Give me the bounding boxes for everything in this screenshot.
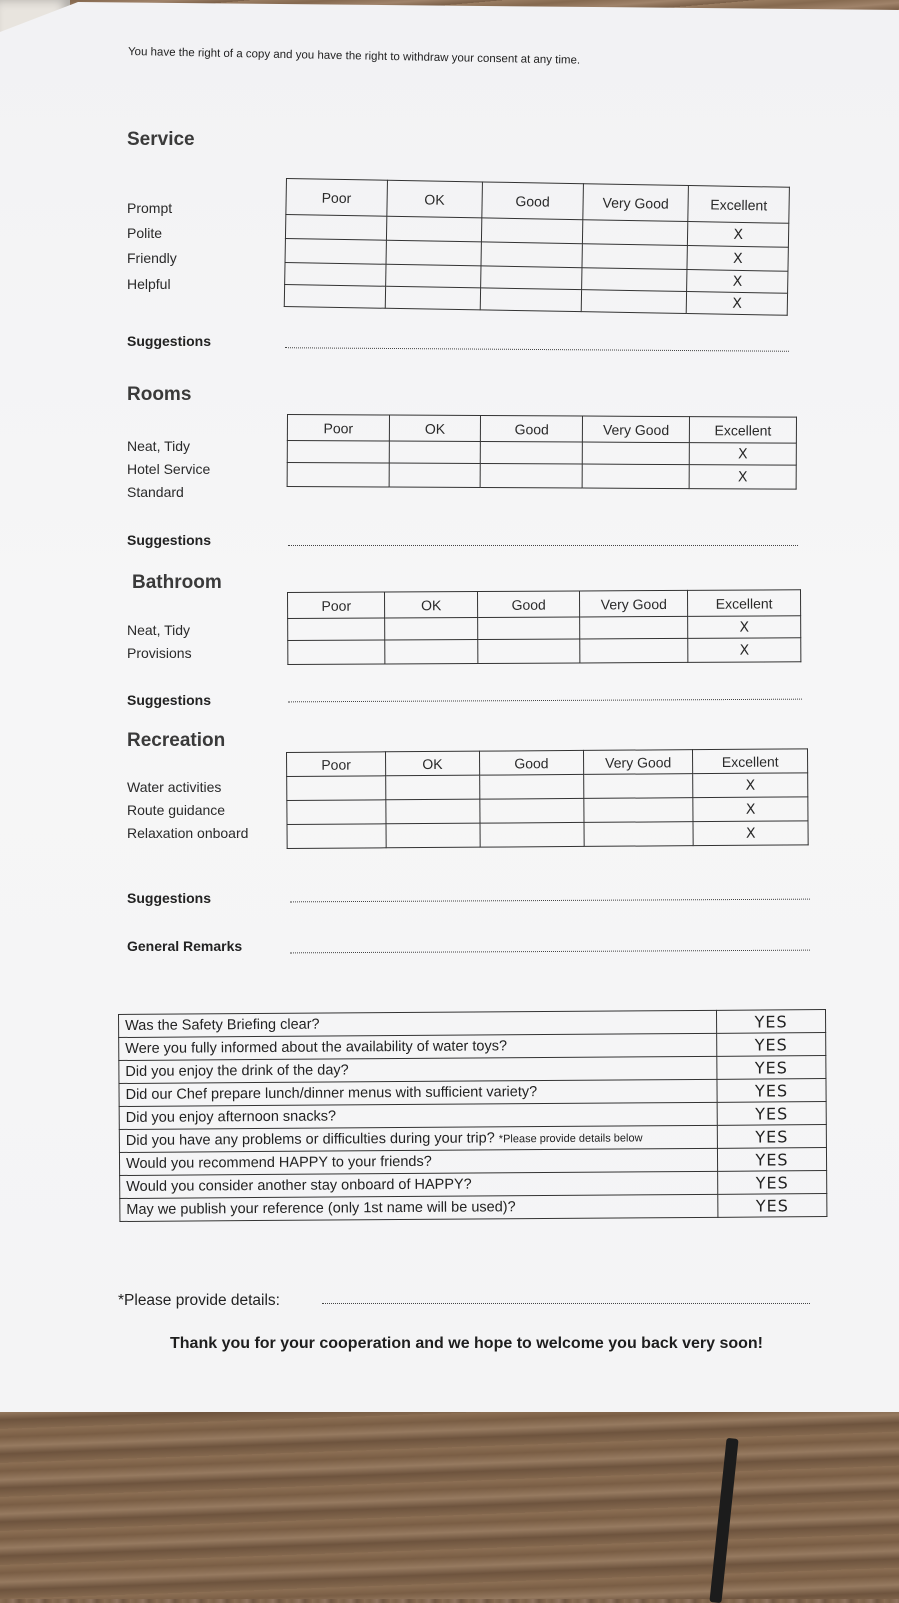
col-excellent: Excellent [688, 590, 801, 617]
thanks-message: Thank you for your cooperation and we hope to welcome you back very soon! [170, 1335, 763, 1352]
rating-mark: X [689, 443, 796, 466]
answer-yes: YES [717, 1102, 826, 1126]
rooms-row-2 [287, 463, 796, 490]
bathroom-rating-table [287, 589, 801, 665]
answer-yes: YES [716, 1010, 825, 1034]
question-text: Did you enjoy afternoon snacks? [119, 1102, 717, 1129]
col-good: Good [477, 591, 580, 618]
consent-note: You have the right of a copy and you have the right to withdraw your consent at any time. [127, 46, 581, 67]
question-text: Did our Chef prepare lunch/dinner menus with sufficient variety? [119, 1079, 717, 1106]
col-good: Good [481, 416, 583, 443]
recreation-suggestions-label: Suggestions [127, 890, 212, 906]
rooms-suggestions-label: Suggestions [127, 532, 212, 548]
col-poor: Poor [287, 415, 389, 442]
col-ok: OK [386, 180, 482, 218]
recreation-item-route: Route guidance [127, 802, 226, 818]
service-title: Service [127, 129, 195, 150]
details-label: *Please provide details: [118, 1292, 280, 1309]
answer-yes: YES [717, 1033, 826, 1057]
col-poor: Poor [286, 179, 387, 217]
details-line [322, 1303, 810, 1304]
service-suggestions-label: Suggestions [127, 333, 212, 349]
question-note: *Please provide details below [498, 1132, 643, 1146]
question-text: Were you fully informed about the availability of water toys? [119, 1033, 717, 1060]
rooms-title: Rooms [127, 384, 192, 405]
rating-mark: X [693, 797, 808, 822]
col-very-good: Very Good [583, 416, 690, 443]
recreation-title: Recreation [127, 730, 226, 751]
service-item-prompt: Prompt [127, 200, 173, 216]
question-text: Did you enjoy the drink of the day? [119, 1056, 717, 1083]
rating-mark: X [688, 638, 801, 663]
bathroom-item-provisions: Provisions [127, 645, 192, 661]
general-remarks-label: General Remarks [127, 938, 243, 954]
bathroom-item-neat: Neat, Tidy [127, 622, 191, 638]
rooms-rating-table [287, 414, 797, 490]
answer-yes: YES [717, 1125, 826, 1149]
question-text: Was the Safety Briefing clear? [119, 1010, 717, 1037]
bathroom-row-1 [288, 616, 801, 641]
bathroom-row-2 [288, 638, 801, 665]
recreation-rating-table [286, 748, 809, 849]
questions-table [118, 1009, 827, 1222]
rooms-item-hotel-service: Hotel Service [127, 461, 211, 477]
answer-yes: YES [717, 1079, 826, 1103]
col-excellent: Excellent [689, 417, 796, 444]
col-excellent: Excellent [688, 186, 789, 224]
rating-mark: X [688, 616, 801, 639]
rating-mark: X [687, 270, 788, 294]
bathroom-suggestions-label: Suggestions [127, 692, 212, 708]
recreation-row-3 [287, 821, 808, 849]
col-very-good: Very Good [583, 184, 689, 222]
answer-yes: YES [718, 1194, 827, 1218]
rooms-item-standard: Standard [127, 484, 184, 500]
rooms-item-neat: Neat, Tidy [127, 438, 191, 454]
rating-mark: X [687, 292, 788, 316]
answer-yes: YES [717, 1148, 826, 1172]
service-item-helpful: Helpful [127, 276, 171, 292]
col-poor: Poor [288, 592, 386, 619]
question-row [120, 1194, 827, 1222]
bathroom-title: Bathroom [132, 572, 222, 593]
wood-table-bottom [0, 1395, 899, 1599]
rating-mark: X [689, 465, 796, 490]
recreation-item-water: Water activities [127, 779, 222, 795]
col-very-good: Very Good [583, 750, 693, 775]
recreation-row-1 [287, 773, 808, 801]
question-text: Did you have any problems or difficulties during your trip? [125, 1130, 495, 1149]
col-good: Good [479, 750, 583, 775]
service-item-polite: Polite [127, 225, 163, 241]
rating-mark: X [693, 773, 808, 798]
col-ok: OK [385, 751, 479, 776]
service-item-friendly: Friendly [127, 250, 177, 266]
question-text: Would you consider another stay onboard of HAPPY? [120, 1171, 718, 1198]
recreation-item-relaxation: Relaxation onboard [127, 825, 249, 841]
col-poor: Poor [287, 752, 386, 777]
question-text: May we publish your reference (only 1st name will be used)? [120, 1194, 718, 1221]
answer-yes: YES [717, 1056, 826, 1080]
rating-mark: X [693, 821, 808, 846]
rooms-suggestions-line [288, 545, 798, 546]
col-ok: OK [389, 415, 481, 441]
answer-yes: YES [718, 1171, 827, 1195]
col-very-good: Very Good [580, 590, 688, 617]
service-rating-table [284, 178, 790, 316]
rating-mark: X [688, 222, 789, 248]
col-ok: OK [385, 592, 477, 618]
rating-mark: X [687, 246, 788, 272]
question-text: Would you recommend HAPPY to your friends? [119, 1148, 717, 1175]
col-excellent: Excellent [693, 749, 808, 774]
rooms-row-1 [287, 441, 796, 466]
col-good: Good [482, 182, 583, 220]
recreation-row-2 [287, 797, 808, 825]
